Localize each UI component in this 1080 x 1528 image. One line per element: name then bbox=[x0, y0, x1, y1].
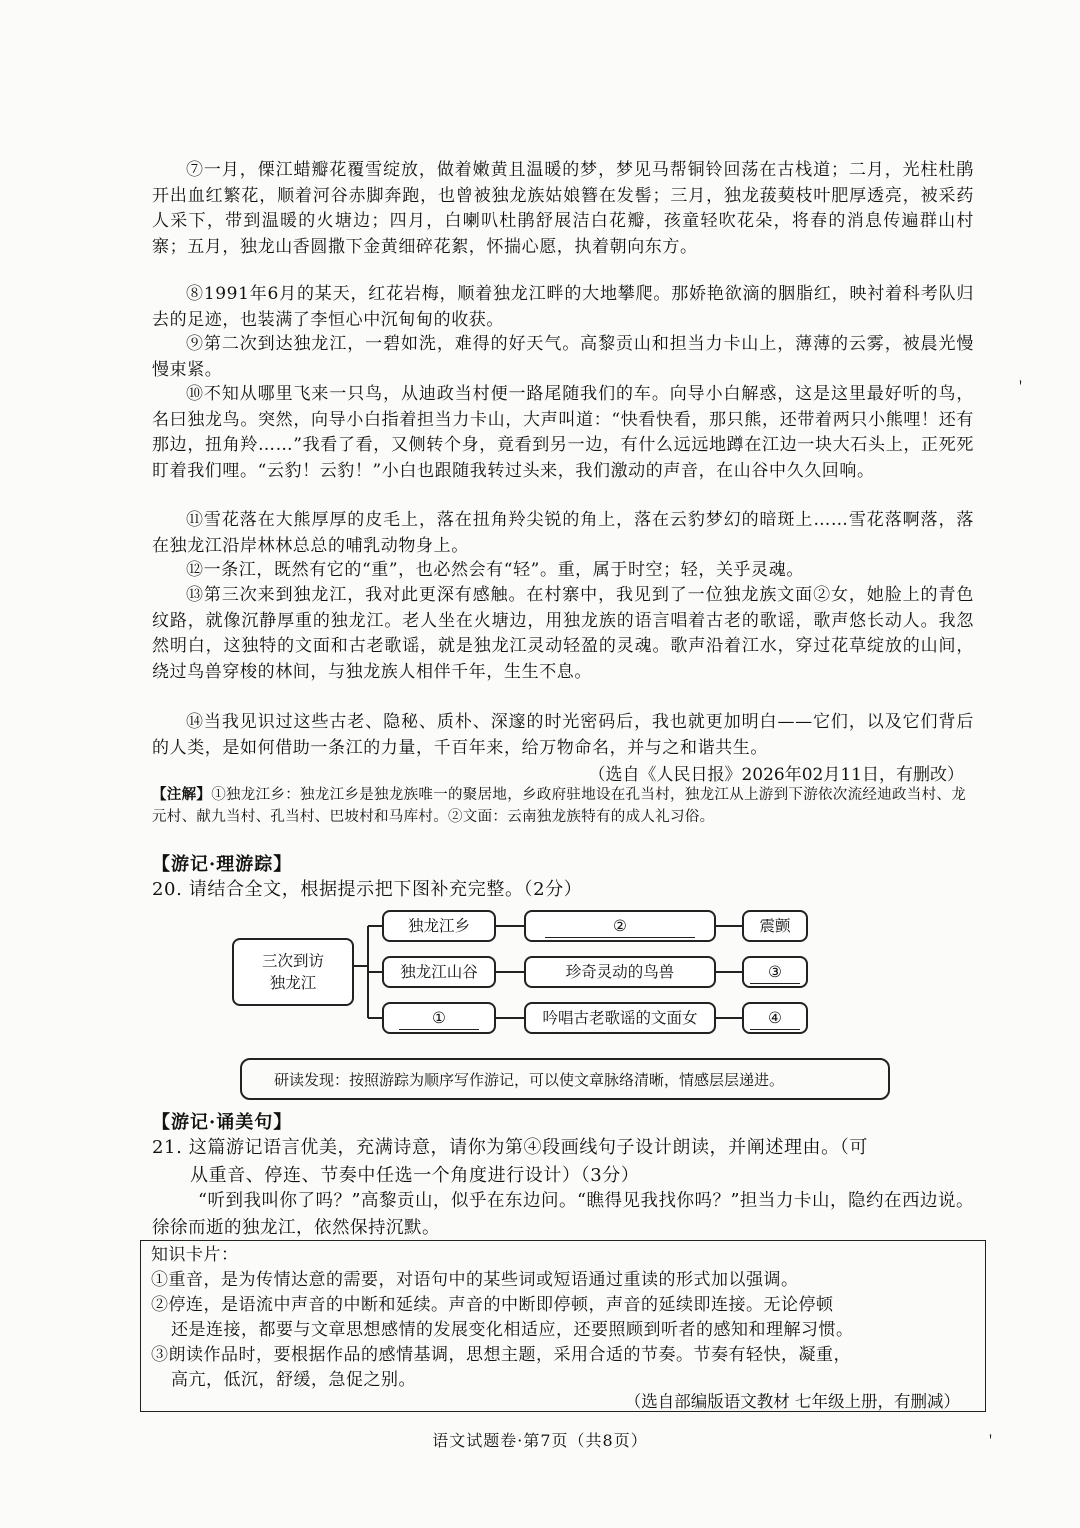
paragraph-7: ⑦一月，傈江蜡瓣花覆雪绽放，做着嫩黄且温暖的梦，梦见马帮铜铃回荡在古栈道；二月，光柱杜鹃开出血红繁花，顺着河谷赤脚奔跑，也曾被独龙族姑娘簪在发髻；三月，独龙菝葜枝叶肥厚透亮，被采药人采下，带到温暖的火塘边；四月，白喇叭杜鹃舒展洁白花瓣，孩童轻吹花朵，将春的消息传遍群山村寨；五月，独龙山香圆撒下金黄细碎花絮，怀揣心愿，执着朝向东方。 bbox=[152, 160, 974, 257]
card-item-3a: ③朗读作品时，要根据作品的感情基调，思想主题，采用合适的节奏。节奏有轻快，凝重， bbox=[151, 1345, 851, 1365]
page-footer: 语文试题卷·第7页（共8页） bbox=[432, 1431, 648, 1450]
diagram-row3-blank-box bbox=[382, 1002, 496, 1034]
annotation bbox=[152, 784, 974, 828]
diagram-row2-place: 独龙江山谷 bbox=[382, 956, 496, 988]
section-heading-itinerary: 【游记·理游踪】 bbox=[152, 854, 293, 875]
diagram-root: 三次到访 独龙江 bbox=[232, 938, 354, 1006]
question-21 bbox=[152, 1134, 974, 1190]
paragraph-13: ⑬第三次来到独龙江，我对此更深有感触。在村寨中，我见到了一位独龙族文面②女，她脸上的青色纹路，就像沉静厚重的独龙江。老人坐在火塘边，用独龙族的语言唱着古老的歌谣，歌声悠长动人。我忽然明白，这独特的文面和古老歌谣，就是独龙江灵动轻盈的灵魂。歌声沿着江水，穿过花草绽放的山间，绕过鸟兽穿梭的林间，与独龙族人相伴千年，生生不息。 bbox=[152, 585, 974, 682]
card-source: （选自部编版语文教材 七年级上册，有删减） bbox=[624, 1392, 960, 1411]
card-item-1: ①重音，是为传情达意的需要，对语句中的某些词或短语通过重读的形式加以强调。 bbox=[151, 1270, 799, 1290]
paragraph-10: ⑩不知从哪里飞来一只鸟，从迪政当村便一路尾随我们的车。向导小白解惑，这是这里最好听的鸟，名曰独龙鸟。突然，向导小白指着担当力卡山，大声叫道：“快看快看，那只熊，还带着两只小熊哩！还有那边，扭角羚……”我看了看，又侧转个身，竟看到另一边，有什么远远地蹲在江边一块大石头上，正死死盯着我们哩。“云豹！云豹！”小白也跟随我转过头来，我们激动的声音，在山谷中久久回响。 bbox=[152, 384, 974, 481]
blank-3[interactable]: ③ bbox=[750, 961, 800, 984]
paragraph-8: ⑧1991年6月的某天，红花岩梅，顺着独龙江畔的大地攀爬。那娇艳欲滴的胭脂红，映衬着科考队归去的足迹，也装满了李恒心中沉甸甸的收获。 bbox=[152, 284, 974, 330]
itinerary-diagram bbox=[228, 904, 828, 1042]
paragraph-12: ⑫一条江，既然有它的“重”，也必然会有“轻”。重，属于时空；轻，关乎灵魂。 bbox=[186, 560, 804, 580]
underlined-sentence: “听到我叫你了吗？”高黎贡山，似乎在东边问。“瞧得见我找你吗？”担当力卡山，隐约在西边说。徐徐而逝的独龙江，依然保持沉默。 bbox=[152, 1191, 974, 1238]
paragraph-14: ⑭当我见识过这些古老、隐秘、质朴、深邃的时光密码后，我也就更加明白——它们，以及它们背后的人类，是如何借助一条江的力量，千百年来，给万物命名，并与之和谐共生。 bbox=[152, 712, 974, 758]
article-source: （选自《人民日报》2026年02月11日，有删改） bbox=[588, 765, 964, 785]
diagram-row1-place: 独龙江乡 bbox=[382, 910, 496, 942]
blank-1[interactable]: ① bbox=[399, 1007, 479, 1030]
knowledge-card bbox=[140, 1240, 986, 1412]
annotation-text: ①独龙江乡：独龙江乡是独龙族唯一的聚居地，乡政府驻地设在孔当村，独龙江从上游到下游依次流经迪政当村、龙元村、献九当村、孔当村、巴坡村和马库村。②文面：云南独龙族特有的成人礼习俗。 bbox=[152, 787, 966, 825]
diagram-row2-blank-box bbox=[742, 956, 808, 988]
paragraph-11: ⑪雪花落在大熊厚厚的皮毛上，落在扭角羚尖锐的角上，落在云豹梦幻的暗斑上……雪花落啊落，落在独龙江沿岸林林总总的哺乳动物身上。 bbox=[152, 510, 974, 556]
diagram-row1-end: 震颤 bbox=[742, 910, 808, 942]
annotation-label: 【注解】 bbox=[152, 786, 212, 803]
scan-mark: ˋ bbox=[976, 1431, 997, 1454]
paragraph-9: ⑨第二次到达独龙江，一碧如洗，难得的好天气。高黎贡山和担当力卡山上，薄薄的云雾，被晨光慢慢束紧。 bbox=[152, 334, 974, 380]
diagram-row2-mid: 珍奇灵动的鸟兽 bbox=[524, 956, 716, 988]
card-item-2b: 还是连接，都要与文章思想感情的发展变化相适应，还要照顾到听者的感知和理解习惯。 bbox=[171, 1320, 854, 1340]
scan-mark: ˋ bbox=[1006, 377, 1027, 400]
diagram-row3-blank2-box bbox=[742, 1002, 808, 1034]
question-20: 20. 请结合全文，根据提示把下图补充完整。（2分） bbox=[152, 879, 583, 900]
diagram-row1-blank-box bbox=[524, 910, 716, 942]
card-item-2a: ②停连，是语流中声音的中断和延续。声音的中断即停顿，声音的延续即连接。无论停顿 bbox=[151, 1295, 834, 1315]
section-heading-recite: 【游记·诵美句】 bbox=[152, 1112, 293, 1133]
card-item-3b: 高亢，低沉，舒缓，急促之别。 bbox=[171, 1370, 416, 1390]
card-title: 知识卡片： bbox=[151, 1245, 239, 1265]
blank-2[interactable]: ② bbox=[545, 915, 695, 938]
diagram-row3-mid: 吟唱古老歌谣的文面女 bbox=[524, 1002, 716, 1034]
research-finding: 研读发现：按照游踪为顺序写作游记，可以使文章脉络清晰，情感层层递进。 bbox=[240, 1058, 890, 1100]
blank-4[interactable]: ④ bbox=[750, 1007, 800, 1030]
knowledge-card-content bbox=[151, 1243, 977, 1393]
question-21-line1: 21. 这篇游记语言优美，充满诗意，请你为第④段画线句子设计朗读，并阐述理由。（可 bbox=[152, 1137, 868, 1158]
question-21-line2: 从重音、停连、节奏中任选一个角度进行设计）（3分） bbox=[190, 1165, 640, 1186]
